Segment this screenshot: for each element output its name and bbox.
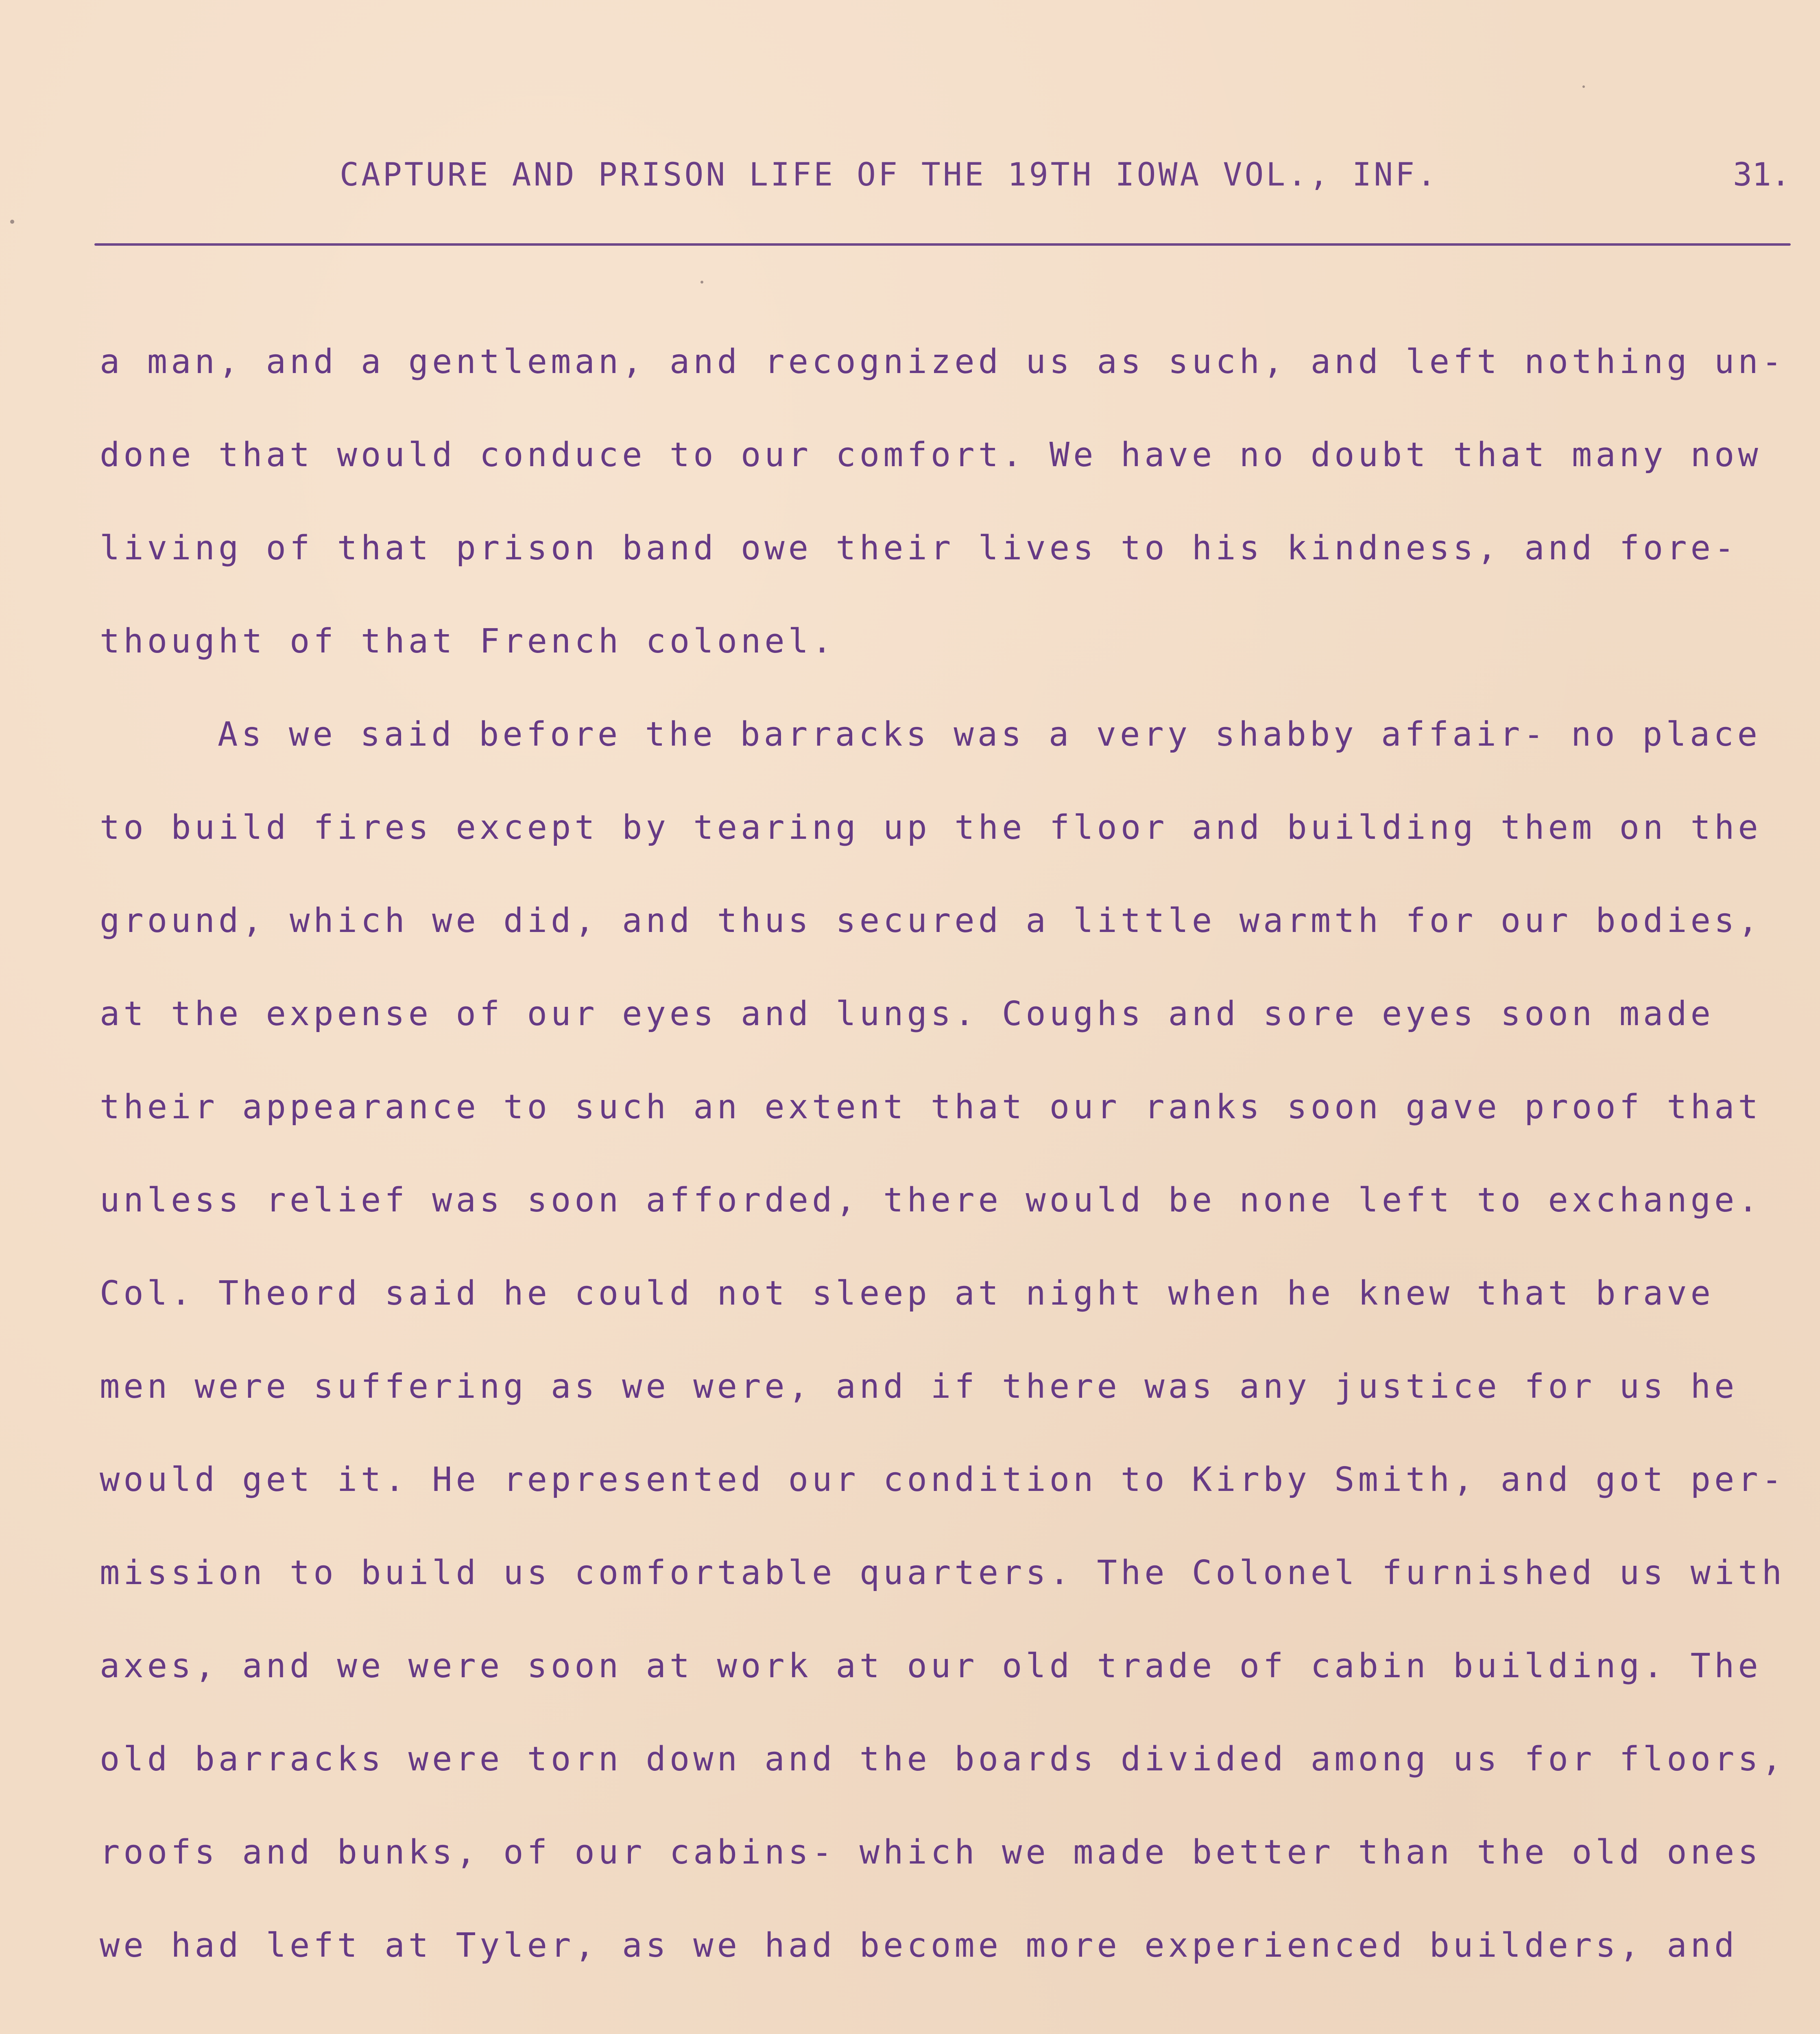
text-line: old barracks were torn down and the boards divided among us for floors, — [100, 1740, 1786, 1779]
header-rule — [94, 243, 1791, 246]
text-line: men were suffering as we were, and if there was any justice for us he — [100, 1367, 1738, 1406]
text-line: Col. Theord said he could not sleep at night when he knew that brave — [100, 1274, 1715, 1313]
page-number: 31. — [1733, 157, 1790, 193]
text-line: unless relief was soon afforded, there would be none left to exchange. — [100, 1181, 1762, 1220]
text-line: would get it. He represented our condition to Kirby Smith, and got per- — [100, 1460, 1786, 1499]
text-line: thought of that French colonel. — [100, 622, 836, 661]
text-line: mission to build us comfortable quarters. The Colonel furnished us with — [100, 1554, 1786, 1592]
text-line: to build fires except by tearing up the floor and building them on the — [100, 808, 1762, 847]
body-text — [100, 344, 1808, 2021]
text-line: roofs and bunks, of our cabins- which we made better than the old ones — [100, 1833, 1762, 1872]
text-line: their appearance to such an extent that our ranks soon gave proof that — [100, 1088, 1762, 1126]
running-header-title: CAPTURE AND PRISON LIFE OF THE 19TH IOWA VOL., INF. — [340, 157, 1438, 193]
text-line: ground, which we did, and thus secured a little warmth for our bodies, — [100, 901, 1762, 940]
text-line: axes, and we were soon at work at our old trade of cabin building. The — [100, 1647, 1762, 1685]
paper-speck — [10, 220, 14, 224]
paper-speck — [701, 281, 703, 284]
text-line: we had left at Tyler, as we had become more experienced builders, and — [100, 1926, 1738, 1965]
text-line: a man, and a gentleman, and recognized us as such, and left nothing un- — [100, 343, 1786, 381]
paragraph-start-line: As we said before the barracks was a very shabby affair- no place — [218, 715, 1761, 754]
text-line: done that would conduce to our comfort. We have no doubt that many now — [100, 436, 1762, 474]
text-line: at the expense of our eyes and lungs. Coughs and sore eyes soon made — [100, 995, 1715, 1033]
paper-speck — [1582, 85, 1585, 88]
text-line: living of that prison band owe their lives to his kindness, and fore- — [100, 529, 1738, 567]
